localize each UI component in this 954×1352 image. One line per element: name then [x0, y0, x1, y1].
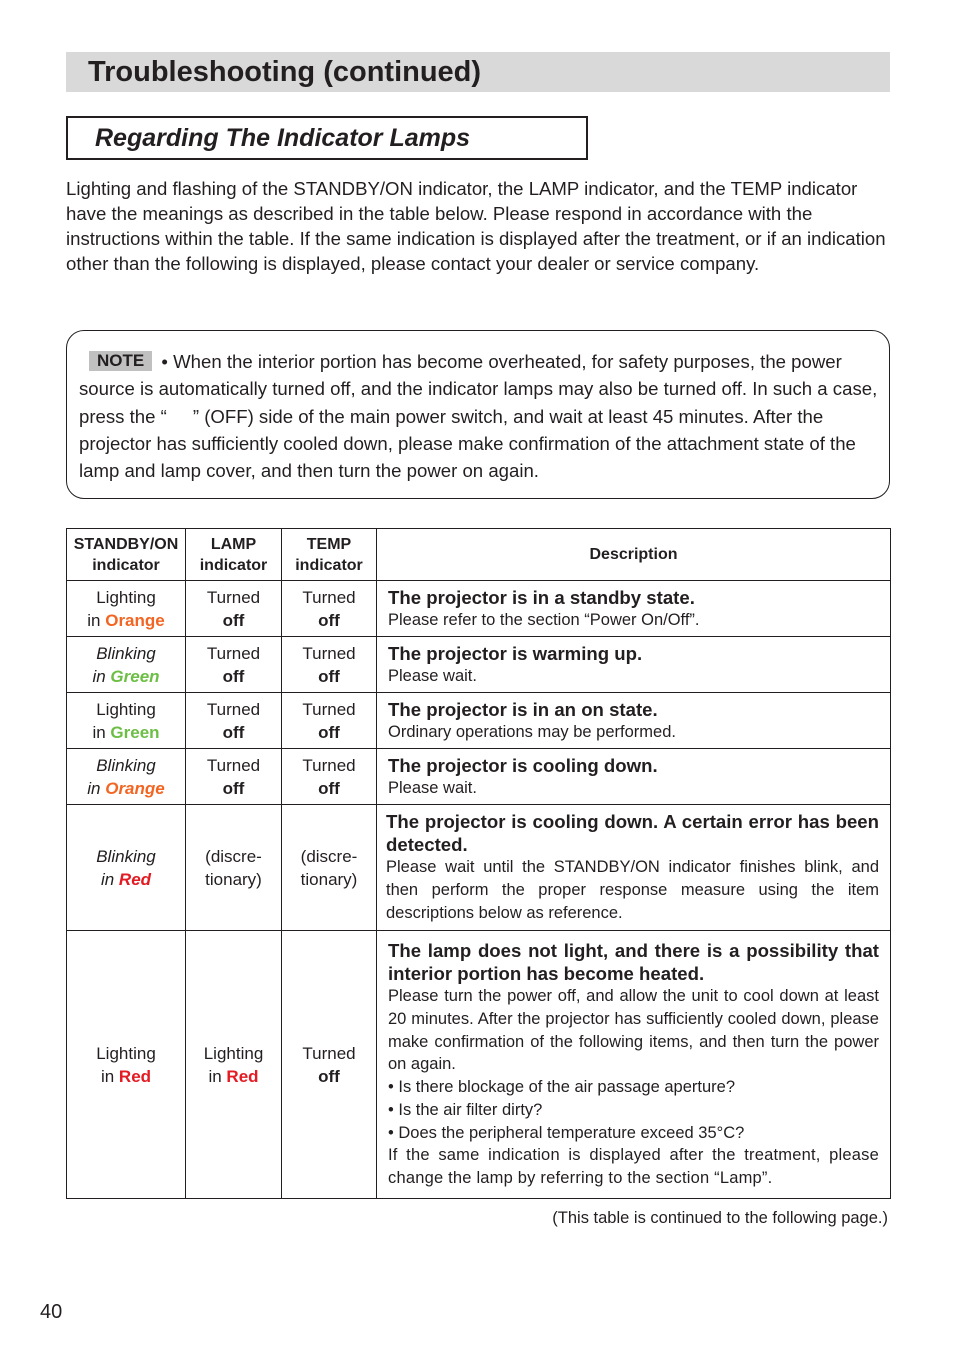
lamp-cell: Turned off [186, 637, 282, 693]
description-cell: The projector is in a standby state. Please refer to the section “Power On/Off”. [377, 581, 891, 637]
header-standby: STANDBY/ON indicator [67, 529, 186, 581]
lamp-cell: Turned off [186, 693, 282, 749]
description-cell: The lamp does not light, and there is a possibility that interior portion has become heated. Please turn the power off, and allow the unit to cool down at least 20 minutes. After the projector has sufficiently cooled down, please make confirmation of the following items, and then turn the power on again. • Is there blockage of the air passage aperture? • Is the air filter dirty? • Does the peripheral temperature exceed 35°C? If the same indication is displayed after the treatment, please change the lamp by referring to the section “Lamp”. [377, 931, 891, 1199]
standby-cell: Blinking in Orange [67, 749, 186, 805]
note-box [66, 330, 890, 499]
standby-cell: Lighting in Green [67, 693, 186, 749]
table-row [67, 581, 891, 637]
temp-cell: Turned off [282, 693, 377, 749]
table-row [67, 805, 891, 931]
lamp-cell: (discre- tionary) [186, 805, 282, 931]
temp-cell: Turned off [282, 581, 377, 637]
page-title: Troubleshooting (continued) [88, 56, 482, 88]
header-temp: TEMP indicator [282, 529, 377, 581]
note-text-part-b: ” (OFF) side of the main power switch, and wait at least 45 minutes. After the projector has sufficiently cooled down, please make confirmation of the attachment state of the lamp and lamp cover, and then turn the power on again. [79, 405, 856, 482]
standby-cell: Blinking in Red [67, 805, 186, 931]
description-cell: The projector is cooling down. A certain error has been detected. Please wait until the STANDBY/ON indicator finishes blink, and then perform the proper response measure using the item descriptions below as reference. [377, 805, 891, 931]
intro-paragraph: Lighting and flashing of the STANDBY/ON indicator, the LAMP indicator, and the TEMP indicator have the meanings as described in the table below. Please respond in accordance with the instructions within the table. If the same indication is displayed after the treatment, or if an indication other than the following is displayed, please contact your dealer or service company. [66, 178, 886, 274]
checklist-item: • Is the air filter dirty? [388, 1100, 543, 1119]
header-description: Description [377, 529, 891, 581]
table-continued-note: (This table is continued to the following page.) [552, 1209, 888, 1227]
indicator-table [66, 528, 891, 1199]
temp-cell: Turned off [282, 637, 377, 693]
lamp-cell: Turned off [186, 749, 282, 805]
section-heading-box [66, 116, 588, 160]
lamp-cell: Turned off [186, 581, 282, 637]
standby-cell: Lighting in Red [67, 931, 186, 1199]
note-text-part-a: • When the interior portion has become overheated, for safety purposes, the power source is automatically turned off, and the indicator lamps may also be turned off. In such a case, press the “ [79, 351, 878, 427]
table-row [67, 693, 891, 749]
temp-cell: Turned off [282, 749, 377, 805]
description-cell: The projector is cooling down. Please wait. [377, 749, 891, 805]
header-lamp: LAMP indicator [186, 529, 282, 581]
note-label: NOTE [89, 351, 152, 371]
standby-cell: Lighting in Orange [67, 581, 186, 637]
lamp-cell: Lighting in Red [186, 931, 282, 1199]
section-title: Regarding The Indicator Lamps [95, 124, 471, 152]
page-number: 40 [40, 1301, 63, 1323]
description-cell: The projector is warming up. Please wait. [377, 637, 891, 693]
table-row [67, 931, 891, 1199]
description-cell: The projector is in an on state. Ordinary operations may be performed. [377, 693, 891, 749]
standby-cell: Blinking in Green [67, 637, 186, 693]
table-row [67, 749, 891, 805]
page-title-bar [66, 52, 890, 92]
checklist-item: • Does the peripheral temperature exceed 35°C? [388, 1123, 745, 1142]
table-header-row [67, 529, 891, 581]
table-row [67, 637, 891, 693]
temp-cell: (discre- tionary) [282, 805, 377, 931]
checklist-item: • Is there blockage of the air passage aperture? [388, 1078, 735, 1097]
note-text [79, 348, 879, 484]
temp-cell: Turned off [282, 931, 377, 1199]
